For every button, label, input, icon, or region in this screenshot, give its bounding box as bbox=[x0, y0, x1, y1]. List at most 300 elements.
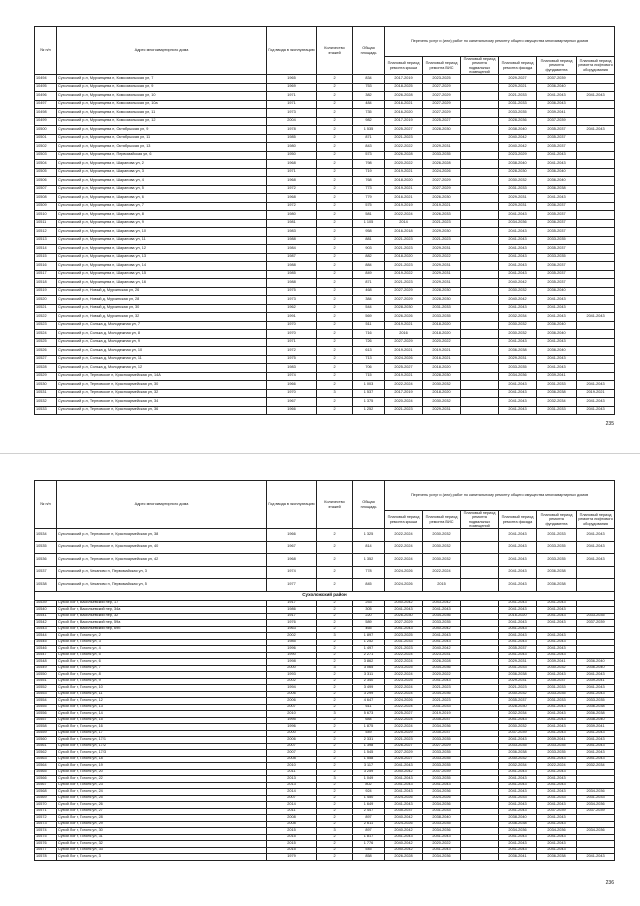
table-row bbox=[35, 304, 615, 313]
cell-area: 753 bbox=[353, 83, 385, 92]
cell-address: Сухоложский р-н, Мурзинцева п, Октябрьская ул, 11 bbox=[57, 134, 267, 143]
cell-foundation: 2036-2040 bbox=[537, 347, 577, 356]
cell-foundation: 2033-2035 bbox=[537, 691, 577, 698]
cell-year: 1986 bbox=[267, 607, 317, 614]
cell-vis: 2031-2033 bbox=[423, 808, 461, 815]
cell-facade: 2041-2043 bbox=[499, 253, 537, 262]
cell-floors: 2 bbox=[317, 789, 353, 796]
cell-address: Сухоложский р-н, Мурзинцева п, Шарапова ул, 11 bbox=[57, 236, 267, 245]
cell-floors: 2 bbox=[317, 639, 353, 646]
cell-area: 719 bbox=[353, 168, 385, 177]
table-row bbox=[35, 355, 615, 364]
cell-num: 10570 bbox=[35, 802, 57, 809]
cell-year: 1996 bbox=[267, 724, 317, 731]
cell-roof: 2025-2027 bbox=[385, 126, 423, 135]
cell-area: 549 bbox=[353, 730, 385, 737]
cell-lift: 2041-2043 bbox=[577, 541, 615, 554]
cell-foundation: 2036-2040 bbox=[537, 287, 577, 296]
table-body bbox=[35, 529, 615, 861]
cell-area: 1 003 bbox=[353, 381, 385, 390]
cell-foundation: 2041-2043 bbox=[537, 756, 577, 763]
cell-year: 1976 bbox=[267, 620, 317, 627]
table-row bbox=[35, 287, 615, 296]
cell-area: 3 117 bbox=[353, 763, 385, 770]
cell-area: 465 bbox=[353, 626, 385, 633]
cell-floors: 2 bbox=[317, 646, 353, 653]
col-header-floors: Количество этажей bbox=[317, 27, 353, 75]
cell-area: 305 bbox=[353, 607, 385, 614]
cell-lift bbox=[577, 168, 615, 177]
cell-address: Сухой Лог г, Гоголя ул, 20 bbox=[57, 769, 267, 776]
cell-vis: 2034-2036 bbox=[423, 802, 461, 809]
cell-area: 1 325 bbox=[353, 529, 385, 542]
cell-facade: 2033-2035 bbox=[499, 743, 537, 750]
cell-roof: 2019-2022 bbox=[385, 270, 423, 279]
cell-foundation: 2033-2035 bbox=[537, 253, 577, 262]
cell-floors: 2 bbox=[317, 160, 353, 169]
cell-vis: 2034-2036 bbox=[423, 789, 461, 796]
cell-address: Сухой Лог г, Гоголя ул, 17/2 bbox=[57, 743, 267, 750]
cell-facade: 2032-2034 bbox=[499, 313, 537, 322]
cell-area: 845 bbox=[353, 579, 385, 592]
cell-lift bbox=[577, 160, 615, 169]
table-row bbox=[35, 389, 615, 398]
cell-facade: 2041-2043 bbox=[499, 769, 537, 776]
cell-roof: 2016-2018 bbox=[385, 228, 423, 237]
cell-lift: 2041-2043 bbox=[577, 554, 615, 567]
cell-roof: 2040-2042 bbox=[385, 841, 423, 848]
table-row bbox=[35, 321, 615, 330]
cell-year: 1991 bbox=[267, 313, 317, 322]
cell-vis: 2043-2042 bbox=[423, 600, 461, 607]
cell-vis: 2023-2025 bbox=[423, 75, 461, 84]
cell-facade: 2041-2043 bbox=[499, 338, 537, 347]
cell-roof: 2022-2024 bbox=[385, 554, 423, 567]
cell-roof: 2022-2024 bbox=[385, 724, 423, 731]
cell-facade: 2029-2031 bbox=[499, 659, 537, 666]
cell-num: 10507 bbox=[35, 185, 57, 194]
cell-foundation: 2041-2043 bbox=[537, 613, 577, 620]
cell-lift: 2036-2040 bbox=[577, 665, 615, 672]
cell-facade: 2041-2043 bbox=[499, 389, 537, 398]
cell-foundation: 2032-2034 bbox=[537, 398, 577, 407]
cell-address: Сухой Лог г, Васильевский пер, 69б bbox=[57, 626, 267, 633]
cell-vis: 2029-2030 bbox=[423, 228, 461, 237]
cell-facade: 2041-2043 bbox=[499, 776, 537, 783]
cell-facade: 2041-2043 bbox=[499, 633, 537, 640]
cell-basement bbox=[461, 228, 499, 237]
cell-lift: 2037-2039 bbox=[577, 808, 615, 815]
cell-vis: 2030-2032 bbox=[423, 398, 461, 407]
cell-num: 10532 bbox=[35, 398, 57, 407]
cell-floors: 2 bbox=[317, 406, 353, 415]
cell-facade: 2028-2030 bbox=[499, 704, 537, 711]
cell-vis: 2027-2029 bbox=[423, 177, 461, 186]
cell-num: 10547 bbox=[35, 652, 57, 659]
cell-num: 10514 bbox=[35, 245, 57, 254]
cell-year: 2004 bbox=[267, 117, 317, 126]
cell-roof: 2019-2021 bbox=[385, 168, 423, 177]
cell-vis: 2018-2020 bbox=[423, 364, 461, 373]
cell-floors: 2 bbox=[317, 607, 353, 614]
cell-facade: 2030-2032 bbox=[499, 321, 537, 330]
cell-year: 1973 bbox=[267, 296, 317, 305]
cell-vis: 2020-2022 bbox=[423, 841, 461, 848]
cell-foundation: 2041-2043 bbox=[537, 313, 577, 322]
cell-year: 2002 bbox=[267, 633, 317, 640]
cell-num: 10529 bbox=[35, 372, 57, 381]
cell-address: Сухой Лог г, Гоголя ул, 17/1 bbox=[57, 737, 267, 744]
cell-foundation: 2041-2043 bbox=[537, 704, 577, 711]
cell-foundation: 2036-2038 bbox=[537, 854, 577, 861]
cell-area: 3 065 bbox=[353, 665, 385, 672]
cell-num: 10568 bbox=[35, 789, 57, 796]
cell-address: Сухоложский р-н, Новый д, Мурзинская ул, 26 bbox=[57, 287, 267, 296]
cell-lift: 2041-2043 bbox=[577, 743, 615, 750]
cell-roof: 2041-2043 bbox=[385, 776, 423, 783]
cell-facade: 2029-2031 bbox=[499, 355, 537, 364]
cell-roof: 2018-2025 bbox=[385, 83, 423, 92]
cell-address: Сухоложский р-н, Терновское п, Красноармейская ул, 30 bbox=[57, 381, 267, 390]
cell-year: 1968 bbox=[267, 160, 317, 169]
cell-area: 382 bbox=[353, 92, 385, 101]
cell-vis: 2028-2030 bbox=[423, 126, 461, 135]
cell-area: 958 bbox=[353, 228, 385, 237]
cell-foundation: 2041-2043 bbox=[537, 730, 577, 737]
cell-foundation: 2033-2035 bbox=[537, 750, 577, 757]
cell-roof: 2041-2043 bbox=[385, 626, 423, 633]
cell-lift bbox=[577, 253, 615, 262]
cell-lift: 2041-2043 bbox=[577, 398, 615, 407]
cell-vis: 2040-2042 bbox=[423, 646, 461, 653]
table-row bbox=[35, 168, 615, 177]
cell-address: Сухой Лог г, Гоголя ул, 27 bbox=[57, 808, 267, 815]
cell-floors: 3 bbox=[317, 828, 353, 835]
table-row bbox=[35, 202, 615, 211]
cell-area: 2 331 bbox=[353, 737, 385, 744]
cell-foundation: 2041-2043 bbox=[537, 724, 577, 731]
cell-facade: 2035-2037 bbox=[499, 646, 537, 653]
cell-year: 1971 bbox=[267, 100, 317, 109]
cell-vis: 2021-2023 bbox=[423, 219, 461, 228]
cell-basement bbox=[461, 338, 499, 347]
cell-facade: 2033-2035 bbox=[499, 364, 537, 373]
cell-vis: 2020-2022 bbox=[423, 253, 461, 262]
cell-facade: 2041-2043 bbox=[499, 211, 537, 220]
cell-num: 10506 bbox=[35, 177, 57, 186]
cell-area: 384 bbox=[353, 296, 385, 305]
cell-basement bbox=[461, 185, 499, 194]
table-row bbox=[35, 338, 615, 347]
cell-basement bbox=[461, 211, 499, 220]
cell-foundation: 2031-2033 bbox=[537, 685, 577, 692]
cell-address: Сухой Лог г, Гоголя ул, 6 bbox=[57, 659, 267, 666]
cell-facade: 2041-2043 bbox=[499, 808, 537, 815]
cell-foundation: 2036-2040 bbox=[537, 330, 577, 339]
cell-foundation: 2031-2033 bbox=[537, 406, 577, 415]
cell-address: Сухой Лог г, Гоголя ул, 3 bbox=[57, 854, 267, 861]
cell-year: 1970 bbox=[267, 330, 317, 339]
cell-year: 2010 bbox=[267, 711, 317, 718]
cell-roof: 2019-2021 bbox=[385, 321, 423, 330]
cell-basement bbox=[461, 134, 499, 143]
cell-lift: 2037-2039 bbox=[577, 620, 615, 627]
cell-area: 768 bbox=[353, 177, 385, 186]
cell-roof: 2026-2028 bbox=[385, 151, 423, 160]
cell-floors: 2 bbox=[317, 168, 353, 177]
cell-vis: 2033-2035 bbox=[423, 821, 461, 828]
cell-facade: 2030-2032 bbox=[499, 287, 537, 296]
cell-facade: 2036-2038 bbox=[499, 750, 537, 757]
cell-num: 10565 bbox=[35, 769, 57, 776]
cell-num: 10533 bbox=[35, 406, 57, 415]
cell-vis: 2038-2040 bbox=[423, 815, 461, 822]
cell-roof: 2026-2028 bbox=[385, 854, 423, 861]
cell-address: Сухой Лог г, Гоголя ул, 4 bbox=[57, 646, 267, 653]
cell-basement bbox=[461, 83, 499, 92]
cell-num: 10559 bbox=[35, 730, 57, 737]
cell-roof: 2016-2021 bbox=[385, 194, 423, 203]
cell-year: 1984 bbox=[267, 245, 317, 254]
cell-floors: 2 bbox=[317, 296, 353, 305]
cell-facade: 2021-2033 bbox=[499, 92, 537, 101]
cell-year: 2011 bbox=[267, 808, 317, 815]
cell-floors: 2 bbox=[317, 109, 353, 118]
cell-roof: 2027-2029 bbox=[385, 750, 423, 757]
cell-lift bbox=[577, 296, 615, 305]
cell-area: 779 bbox=[353, 194, 385, 203]
cell-address: Сухой Лог г, Гоголя ул, 11 bbox=[57, 691, 267, 698]
cell-roof: 2023-2025 bbox=[385, 633, 423, 640]
cell-lift: 2036-2038 bbox=[577, 704, 615, 711]
cell-year: 1979 bbox=[267, 854, 317, 861]
cell-address: Сухоложский р-н, Мурзинцева п, Шарапова ул, 16 bbox=[57, 279, 267, 288]
cell-floors: 2 bbox=[317, 847, 353, 854]
cell-floors: 2 bbox=[317, 321, 353, 330]
cell-area: 903 bbox=[353, 245, 385, 254]
cell-lift bbox=[577, 109, 615, 118]
cell-foundation: 2041-2043 bbox=[537, 711, 577, 718]
table-row bbox=[35, 151, 615, 160]
cell-roof: 2017-2019 bbox=[385, 389, 423, 398]
cell-year: 1971 bbox=[267, 92, 317, 101]
cell-address: Сухоложский р-н, Мурзинцева п, Комсомольская ул, 10а bbox=[57, 100, 267, 109]
cell-vis: 2027-2029 bbox=[423, 100, 461, 109]
cell-num: 10508 bbox=[35, 194, 57, 203]
cell-vis: 2027-2029 bbox=[423, 109, 461, 118]
cell-floors: 2 bbox=[317, 652, 353, 659]
cell-facade: 2041-2043 bbox=[499, 639, 537, 646]
cell-vis: 2015 bbox=[423, 579, 461, 592]
cell-basement bbox=[461, 168, 499, 177]
cell-num: 10577 bbox=[35, 847, 57, 854]
cell-floors: 2 bbox=[317, 529, 353, 542]
cell-address: Сухоложский р-н, Солька д, Молодежная ул, 7 bbox=[57, 321, 267, 330]
cell-foundation: 2036-2038 bbox=[537, 185, 577, 194]
cell-area: 814 bbox=[353, 541, 385, 554]
cell-foundation: 2031-2033 bbox=[537, 698, 577, 705]
cell-floors: 2 bbox=[317, 75, 353, 84]
cell-num: 10567 bbox=[35, 782, 57, 789]
cell-num: 10573 bbox=[35, 821, 57, 828]
cell-vis: 2024-2026 bbox=[423, 795, 461, 802]
cell-vis: 2018-2020 bbox=[423, 389, 461, 398]
cell-foundation: 2041-2043 bbox=[537, 639, 577, 646]
cell-facade: 2041-2043 bbox=[499, 802, 537, 809]
cell-address: Сухоложский р-н, Мурзинцева п, Шарапова ул, 2 bbox=[57, 160, 267, 169]
cell-roof: 2021-2023 bbox=[385, 737, 423, 744]
cell-vis: 2023-2031 bbox=[423, 652, 461, 659]
cell-num: 10575 bbox=[35, 834, 57, 841]
cell-address: Сухой Лог г, Гоголя ул, 7 bbox=[57, 665, 267, 672]
cell-address: Сухоложский р-н, Мурзинцева п, Октябрьская ул, 9 bbox=[57, 126, 267, 135]
cell-roof: 2022-2024 bbox=[385, 211, 423, 220]
cell-vis: 2035-2037 bbox=[423, 717, 461, 724]
cell-num: 10521 bbox=[35, 304, 57, 313]
cell-basement bbox=[461, 313, 499, 322]
cell-num: 10498 bbox=[35, 109, 57, 118]
cell-area: 2 611 bbox=[353, 821, 385, 828]
cell-lift: 2041-2043 bbox=[577, 756, 615, 763]
cell-num: 10500 bbox=[35, 126, 57, 135]
cell-facade: 2041-2043 bbox=[499, 789, 537, 796]
cell-num: 10524 bbox=[35, 330, 57, 339]
cell-facade: 2029-2031 bbox=[499, 678, 537, 685]
cell-area: 569 bbox=[353, 313, 385, 322]
cell-facade: 2040-2042 bbox=[499, 279, 537, 288]
cell-basement bbox=[461, 279, 499, 288]
cell-num: 10557 bbox=[35, 717, 57, 724]
cell-area: 778 bbox=[353, 566, 385, 579]
cell-roof: 2040-2042 bbox=[385, 600, 423, 607]
cell-floors: 2 bbox=[317, 194, 353, 203]
cell-area: 706 bbox=[353, 364, 385, 373]
cell-area: 1 497 bbox=[353, 646, 385, 653]
cell-year: 1974 bbox=[267, 372, 317, 381]
col-header-foundation: Плановый период ремонта фундамента bbox=[537, 57, 577, 75]
cell-roof: 2023-2025 bbox=[385, 678, 423, 685]
cell-basement bbox=[461, 406, 499, 415]
cell-address: Сухой Лог г, Гоголя ул, 33 bbox=[57, 847, 267, 854]
cell-year: 1988 bbox=[267, 236, 317, 245]
cell-foundation: 2039-2041 bbox=[537, 659, 577, 666]
cell-roof: 2022-2024 bbox=[385, 652, 423, 659]
table-row bbox=[35, 92, 615, 101]
cell-lift: 2039-2041 bbox=[577, 724, 615, 731]
cell-address: Сухой Лог г, Гоголя ул, 26 bbox=[57, 802, 267, 809]
cell-floors: 3 bbox=[317, 711, 353, 718]
cell-vis: 2030-2032 bbox=[423, 554, 461, 567]
cell-vis: 2016-2021 bbox=[423, 355, 461, 364]
cell-vis: 2019-2021 bbox=[423, 202, 461, 211]
cell-lift: 2031-2033 bbox=[577, 795, 615, 802]
cell-basement bbox=[461, 389, 499, 398]
col-header-year: Год ввода в эксплуатацию bbox=[267, 481, 317, 529]
cell-address: Сухой Лог г, Гоголя ул, 8 bbox=[57, 672, 267, 679]
cell-year: 1965 bbox=[267, 75, 317, 84]
cell-basement bbox=[461, 355, 499, 364]
cell-roof: 2026-2027 bbox=[385, 743, 423, 750]
cell-foundation: 2041-2043 bbox=[537, 652, 577, 659]
cell-vis: 2030-2032 bbox=[423, 381, 461, 390]
cell-foundation: 2035-2037 bbox=[537, 678, 577, 685]
cell-vis: 2034-2036 bbox=[423, 724, 461, 731]
cell-address: Сухой Лог г, Гоголя ул, 15 bbox=[57, 717, 267, 724]
cell-year: 1968 bbox=[267, 194, 317, 203]
cell-area: 1 875 bbox=[353, 724, 385, 731]
cell-facade: 2030-2032 bbox=[499, 330, 537, 339]
cell-floors: 2 bbox=[317, 704, 353, 711]
cell-facade: 2041-2043 bbox=[499, 270, 537, 279]
cell-roof: 2028-2030 bbox=[385, 304, 423, 313]
cell-foundation: 2035-2037 bbox=[537, 228, 577, 237]
cell-year: 2014 bbox=[267, 802, 317, 809]
cell-foundation: 2035-2037 bbox=[537, 143, 577, 152]
cell-address: Сухой Лог г, Васильевский пер, 17 bbox=[57, 600, 267, 607]
cell-area: 1 897 bbox=[353, 633, 385, 640]
cell-facade: 2041-2043 bbox=[499, 834, 537, 841]
cell-year: 1970 bbox=[267, 321, 317, 330]
cell-foundation: 2036-2037 bbox=[537, 219, 577, 228]
col-header-address: Адрес многоквартирного дома bbox=[57, 27, 267, 75]
cell-lift bbox=[577, 202, 615, 211]
cell-address: Сухоложский р-н, Мурзинцева п, Шарапова ул, 15 bbox=[57, 270, 267, 279]
cell-vis: 2030-2032 bbox=[423, 529, 461, 542]
cell-facade: 2030-2032 bbox=[499, 724, 537, 731]
cell-floors: 2 bbox=[317, 743, 353, 750]
cell-floors: 2 bbox=[317, 854, 353, 861]
table-row bbox=[35, 75, 615, 84]
cell-num: 10545 bbox=[35, 639, 57, 646]
cell-roof: 2022-2024 bbox=[385, 381, 423, 390]
cell-facade: 2041-2043 bbox=[499, 529, 537, 542]
col-header-vis: Плановый период ремонта ВИС bbox=[423, 511, 461, 529]
cell-year: 1969 bbox=[267, 83, 317, 92]
cell-vis: 2020-2022 bbox=[423, 338, 461, 347]
cell-num: 10526 bbox=[35, 347, 57, 356]
cell-num: 10546 bbox=[35, 646, 57, 653]
cell-roof: 2041-2043 bbox=[385, 607, 423, 614]
cell-vis: 2029-2031 bbox=[423, 406, 461, 415]
cell-lift bbox=[577, 330, 615, 339]
cell-facade: 2036-2038 bbox=[499, 347, 537, 356]
cell-roof: 2026-2026 bbox=[385, 313, 423, 322]
cell-vis: 2029-2031 bbox=[423, 262, 461, 271]
cell-basement bbox=[461, 109, 499, 118]
cell-num: 10551 bbox=[35, 678, 57, 685]
cell-vis: 2031-2033 bbox=[423, 304, 461, 313]
cell-basement bbox=[461, 287, 499, 296]
cell-floors: 2 bbox=[317, 100, 353, 109]
cell-foundation: 2039-2041 bbox=[537, 372, 577, 381]
cell-floors: 2 bbox=[317, 126, 353, 135]
cell-year: 1968 bbox=[267, 177, 317, 186]
cell-roof: 2041-2043 bbox=[385, 802, 423, 809]
cell-address: Сухоложский р-н, Новый д, Мурзинская ул, 32 bbox=[57, 313, 267, 322]
cell-address: Сухой Лог г, Васильевский пер, 59а bbox=[57, 620, 267, 627]
cell-foundation: 2035-2037 bbox=[537, 134, 577, 143]
cell-lift bbox=[577, 279, 615, 288]
cell-floors: 2 bbox=[317, 304, 353, 313]
cell-roof: 2016-2021 bbox=[385, 100, 423, 109]
cell-foundation: 2030-2032 bbox=[537, 665, 577, 672]
cell-year: 1998 bbox=[267, 659, 317, 666]
cell-facade: 2041-2043 bbox=[499, 566, 537, 579]
cell-roof: 2040-2042 bbox=[385, 815, 423, 822]
cell-lift: 2033-2035 bbox=[577, 698, 615, 705]
cell-num: 10561 bbox=[35, 743, 57, 750]
cell-address: Сухой Лог г, Гоголя ул, 16 bbox=[57, 724, 267, 731]
